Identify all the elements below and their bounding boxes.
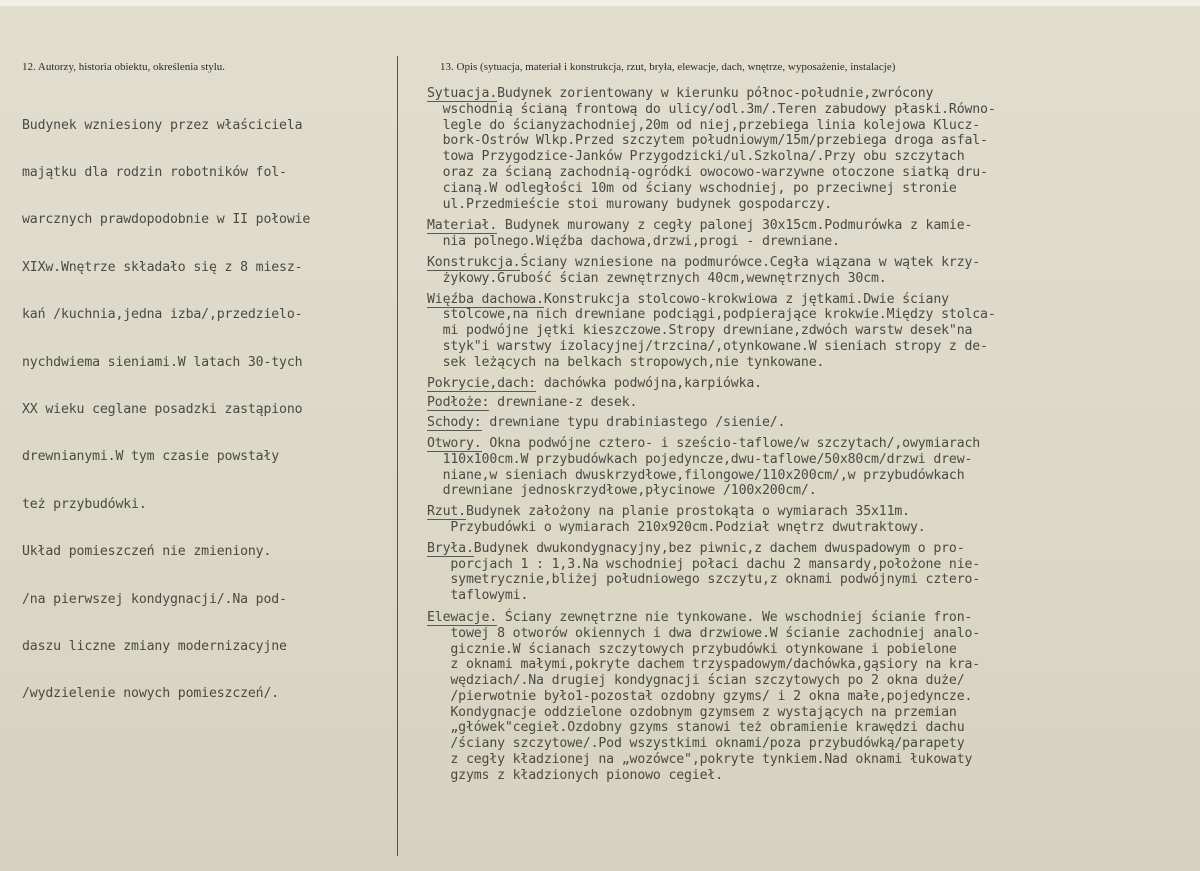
- section-line: z cegły kładzionej na „wozówce",pokryte tynkiem.Nad oknami łukowaty: [427, 752, 973, 768]
- section-line: taflowymi.: [427, 588, 529, 604]
- section-line: mi podwójne jętki kieszczowe.Stropy drewniane,zdwóch warstw desek"na: [427, 323, 973, 339]
- section-first-line: [427, 292, 1187, 308]
- section-line: symetrycznie,bliżej południowego szczytu,z oknami podwójnymi cztero-: [427, 572, 981, 588]
- history-line: XIXw.Wnętrze składało się z 8 miesz-: [22, 259, 303, 275]
- section-text: Konstrukcja stolcowo-krokwiowa z jętkami.Dwie ściany: [543, 291, 949, 307]
- history-line: drewnianymi.W tym czasie powstały: [22, 449, 280, 465]
- section-first-line: [427, 610, 1187, 626]
- section-first-line: [427, 376, 1187, 392]
- section-heading: Pokrycie,dach:: [427, 375, 537, 391]
- section-text: dachówka podwójna,karpiówka.: [536, 375, 762, 391]
- description-section: [427, 415, 1187, 431]
- description-section: [427, 504, 1187, 536]
- section-heading: Podłoże:: [427, 395, 490, 411]
- section-first-line: [427, 218, 1187, 234]
- description-section: [427, 292, 1187, 371]
- description-section: [427, 218, 1187, 250]
- section-line: /pierwotnie było1-pozostał ozdobny gzyms/ i 2 okna małe,pojedyncze.: [427, 688, 973, 704]
- section-line: porcjach 1 : 1,3.Na wschodniej połaci dachu 2 mansardy,położone nie-: [427, 556, 981, 572]
- section-line: bork-Ostrów Wlkp.Przed szczytem południowym/15m/przebiega droga asfal-: [427, 133, 988, 149]
- section-heading: Materiał.: [427, 218, 498, 234]
- column-divider: [397, 56, 398, 856]
- section-heading: Otwory.: [427, 435, 482, 451]
- section-first-line: [427, 541, 1187, 557]
- section-line: z oknami małymi,pokryte dachem trzyspadowym/dachówka,gąsiory na kra-: [427, 657, 981, 673]
- history-line: warcznych prawdopodobnie w II połowie: [22, 212, 311, 228]
- history-line: daszu liczne zmiany modernizacyjne: [22, 638, 287, 654]
- history-column: [22, 86, 394, 734]
- history-line: majątku dla rodzin robotników fol-: [22, 164, 287, 180]
- section-line: gicznie.W ścianach szczytowych przybudówki otynkowane i pobielone: [427, 641, 957, 657]
- section-first-line: [427, 86, 1187, 102]
- section-line: styk"i warstwy izolacyjnej/trzcina/,otynkowane.W sieniach stropy z de-: [427, 338, 988, 354]
- section-line: nia polnego.Więźba dachowa,drzwi,progi - drewniane.: [427, 234, 840, 250]
- section-line: wschodnią ścianą frontową do ulicy/odl.3m/.Teren zabudowy płaski.Równo-: [427, 101, 996, 117]
- section-12-header: 12. Autorzy, historia obiektu, określenia stylu.: [22, 61, 226, 73]
- history-line: Budynek wzniesiony przez właściciela: [22, 117, 303, 133]
- description-section: [427, 436, 1187, 499]
- section-text: drewniane-z desek.: [489, 395, 638, 411]
- section-text: drewniane typu drabiniastego /sienie/.: [481, 415, 786, 431]
- history-line: /wydzielenie nowych pomieszczeń/.: [22, 686, 280, 702]
- description-section: [427, 255, 1187, 287]
- history-line: Układ pomieszczeń nie zmieniony.: [22, 544, 272, 560]
- history-line: kań /kuchnia,jedna izba/,przedzielo-: [22, 307, 303, 323]
- section-heading: Elewacje.: [427, 609, 498, 625]
- section-text: Budynek dwukondygnacyjny,bez piwnic,z dachem dwuspadowym o pro-: [473, 540, 965, 556]
- section-heading: Bryła.: [427, 540, 474, 556]
- history-line: nychdwiema sieniami.W latach 30-tych: [22, 354, 303, 370]
- history-line: XX wieku ceglane posadzki zastąpiono: [22, 401, 303, 417]
- section-line: niane,w sieniach dwuskrzydłowe,filongowe/110x200cm/,w przybudówkach: [427, 467, 965, 483]
- description-section: [427, 610, 1187, 784]
- section-line: drewniane jednoskrzydłowe,płycinowe /100x200cm/.: [427, 483, 817, 499]
- page-top-edge: [0, 0, 1200, 6]
- section-line: „główek"cegieł.Ozdobny gzyms stanowi też obramienie krawędzi dachu: [427, 720, 965, 736]
- history-line: /na pierwszej kondygnacji/.Na pod-: [22, 591, 287, 607]
- section-line: towej 8 otworów okiennych i dwa drzwiowe.W ścianie zachodniej analo-: [427, 625, 981, 641]
- section-heading: Schody:: [427, 415, 482, 431]
- section-line: oraz za ścianą zachodnią-ogródki owocowo-warzywne otoczone siatką dru-: [427, 164, 988, 180]
- section-heading: Sytuacja.: [427, 86, 498, 101]
- section-first-line: [427, 504, 1187, 520]
- section-line: stolcowe,na nich drewniane podciągi,podpierające krokwie.Między stolca-: [427, 307, 996, 323]
- description-section: [427, 541, 1187, 604]
- section-heading: Konstrukcja.: [427, 254, 521, 270]
- section-text: Budynek zorientowany w kierunku północ-południe,zwrócony: [497, 86, 934, 101]
- section-line: towa Przygodzice-Janków Przygodzicki/ul.Szkolna/.Przy obu szczytach: [427, 149, 965, 165]
- section-line: Przybudówki o wymiarach 210x920cm.Podział wnętrz dwutraktowy.: [427, 519, 926, 535]
- description-section: [427, 376, 1187, 392]
- section-text: Budynek założony na planie prostokąta o wymiarach 35x11m.: [465, 504, 910, 520]
- section-line: 110x100cm.W przybudówkach pojedyncze,dwu-taflowe/50x80cm/drzwi drew-: [427, 451, 973, 467]
- section-first-line: [427, 415, 1187, 431]
- section-text: Budynek murowany z cegły palonej 30x15cm.Podmurówka z kamie-: [497, 218, 973, 234]
- description-section: [427, 395, 1187, 411]
- section-text: Okna podwójne cztero- i sześcio-taflowe/w szczytach/,owymiarach: [481, 435, 981, 451]
- section-heading: Więźba dachowa.: [427, 291, 544, 307]
- description-column: [427, 86, 1187, 784]
- section-line: legle do ścianyzachodniej,20m od niej,przebiega linia kolejowa Klucz-: [427, 117, 981, 133]
- section-line: żykowy.Grubość ścian zewnętrznych 40cm,wewnętrznych 30cm.: [427, 270, 887, 286]
- section-line: cianą.W odległości 10m od ściany wschodniej, po przeciwnej stronie: [427, 180, 957, 196]
- description-section: [427, 86, 1187, 212]
- section-first-line: [427, 255, 1187, 271]
- section-text: Ściany zewnętrzne nie tynkowane. We wschodniej ścianie fron-: [497, 609, 973, 625]
- section-line: /ściany szczytowe/.Pod wszystkimi oknami/poza przybudówką/parapety: [427, 736, 965, 752]
- section-13-header: 13. Opis (sytuacja, materiał i konstrukcja, rzut, bryła, elewacje, dach, wnętrze, wyposażenie, instalacje): [440, 61, 896, 73]
- section-heading: Rzut.: [427, 504, 466, 520]
- history-line: też przybudówki.: [22, 496, 147, 512]
- section-line: ul.Przedmieście stoi murowany budynek gospodarczy.: [427, 196, 833, 212]
- section-line: Kondygnacje oddzielone ozdobnym gzymsem z wystających na przemian: [427, 704, 957, 720]
- section-text: Ściany wzniesione na podmurówce.Cegła wiązana w wątek krzy-: [520, 254, 981, 270]
- section-line: sek leżących na belkach stropowych,nie tynkowane.: [427, 354, 825, 370]
- section-line: wędziach/.Na drugiej kondygnacji ścian szczytowych po 2 okna duże/: [427, 673, 965, 689]
- section-first-line: [427, 436, 1187, 452]
- section-first-line: [427, 395, 1187, 411]
- section-line: gzyms z kładzionych pionowo cegieł.: [427, 767, 724, 783]
